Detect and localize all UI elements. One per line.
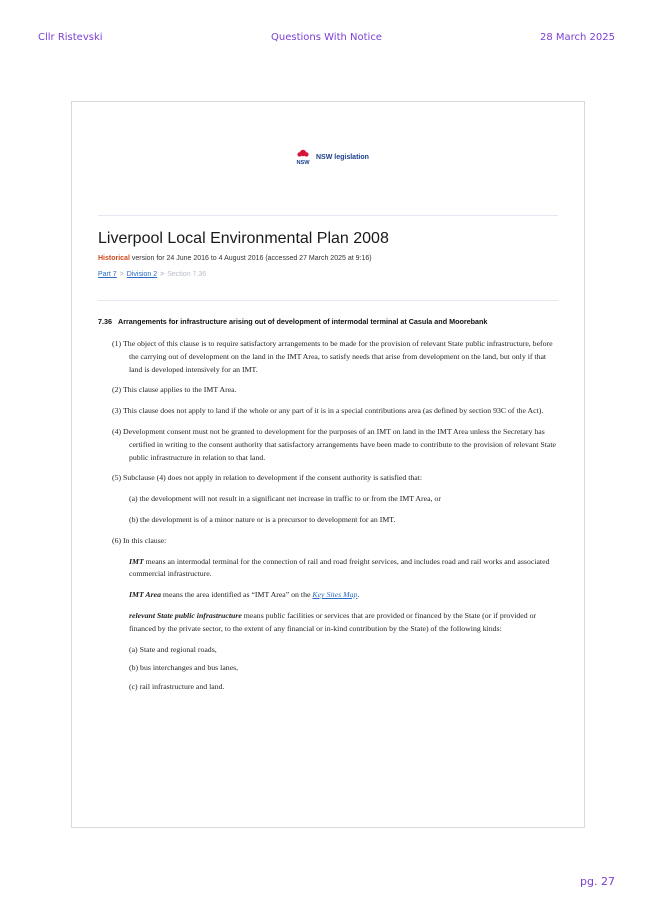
historical-badge: Historical [98,255,130,262]
breadcrumb [98,271,206,278]
clause-text: This clause applies to the IMT Area. [123,385,237,395]
version-line [98,255,372,262]
kind-number: (b) [129,663,139,673]
version-text: version for 24 June 2016 to 4 August 2016 (accessed 27 March 2025 at 9:16) [129,255,372,262]
clause [112,384,560,397]
section-heading [98,317,568,326]
definition-text: means the area identified as “IMT Area” on the [160,590,313,600]
header-title: Questions With Notice [271,32,382,43]
header-author: Cllr Ristevski [38,32,103,43]
clause-number: (2) [112,385,122,395]
clause-number: (4) [112,426,122,436]
section-title: Arrangements for infrastructure arising out of development of intermodal terminal at Casula and Moorebank [118,317,488,326]
page-title: Liverpool Local Environmental Plan 2008 [98,230,389,247]
clause [112,405,560,418]
key-sites-map-link[interactable]: Key Sites Map [312,590,358,600]
clause-text: The object of this clause is to require satisfactory arrangements to be made for the provision of relevant State public infrastructure, before the carrying out of development on the land in the IMT Area, to satisfy needs that arise from development on the land, but only if that land is developed intensively for an IMT. [123,339,553,374]
breadcrumb-separator: > [119,271,124,278]
clause [112,535,560,548]
clause-text: Subclause (4) does not apply in relation to development if the consent authority is satisfied that: [123,473,423,483]
defined-term: IMT [129,556,144,566]
definition-imt [129,556,560,582]
subclause-text: the development will not result in a significant net increase in traffic to or from the IMT Area, or [139,494,441,504]
defined-term: IMT Area [129,590,161,600]
clause [112,472,560,485]
definition-relevant-infrastructure [129,610,560,636]
page-number: pg. 27 [580,875,615,888]
clause-number: (1) [112,339,122,348]
subclause [112,514,560,527]
logo-text: NSW legislation [316,153,369,161]
clause-number: (3) [112,406,122,416]
clause [112,338,560,376]
section-body [112,338,560,700]
clause-text: This clause does not apply to land if the whole or any part of it is in a special contributions area (as defined by section 93C of the Act). [123,406,544,416]
logo-mark-text: NSW [296,160,310,166]
kind-item [129,681,560,694]
divider [98,300,558,301]
nsw-legislation-logo[interactable] [294,148,369,166]
waratah-icon [294,148,312,166]
clause [112,426,560,464]
clause-text: Development consent must not be granted to development for the purposes of an IMT on land in the IMT Area unless the Secretary has certified in writing to the consent authority that satisfactory arrangements have been made to contribute to the provision of relevant State public infrastructure in relation to that land. [123,426,556,462]
legislation-page [71,101,585,828]
definition-text: means public facilities or services that are provided or financed by the State (or if provided or financed by the private sector, to the extent of any financial or in-kind contribution by the State) of the following kinds: [129,610,537,633]
breadcrumb-part-link[interactable]: Part 7 [98,271,117,278]
breadcrumb-current: Section 7.36 [167,271,207,278]
kind-number: (c) [129,682,138,692]
definition-imt-area: IMT Area means the area identified as “IMT Area” on the Key Sites Map. [129,590,360,600]
clause-number: (5) [112,473,122,483]
defined-term: relevant State public infrastructure [129,610,242,620]
section-number: 7.36 [98,317,112,326]
kind-number: (a) [129,644,138,654]
kind-item [129,644,560,657]
breadcrumb-division-link[interactable]: Division 2 [126,271,158,278]
kind-text: rail infrastructure and land. [139,682,225,692]
clause-number: (6) [112,535,122,545]
header-date: 28 March 2025 [539,32,615,43]
definition-text: means an intermodal terminal for the connection of rail and road freight services, and includes road and rail works and associated commercial infrastructure. [129,556,550,579]
subclause [112,493,560,506]
clause-text: In this clause: [123,535,167,545]
breadcrumb-separator: > [160,271,165,278]
divider [98,215,558,216]
subclause-number: (b) [129,514,139,524]
subclause-text: the development is of a minor nature or is a precursor to development for an IMT. [140,514,396,524]
kind-text: bus interchanges and bus lanes, [140,663,239,673]
kind-text: State and regional roads, [139,644,217,654]
subclause-number: (a) [129,494,138,504]
kind-item [129,662,560,675]
